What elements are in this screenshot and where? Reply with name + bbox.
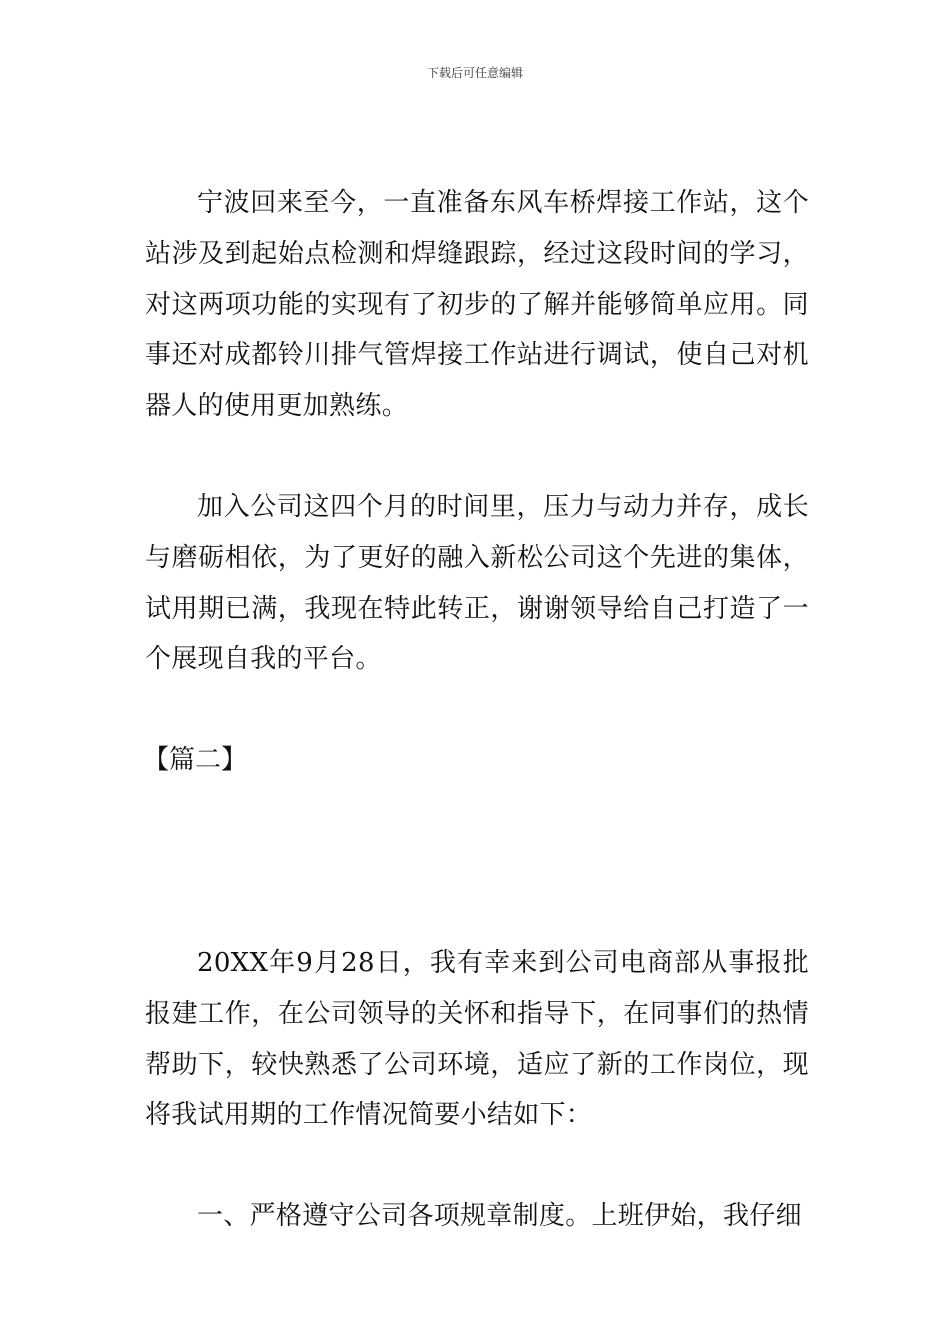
section-paragraph: 一、严格遵守公司各项规章制度。上班伊始，我仔细 [197, 1201, 802, 1232]
body-paragraph: 加入公司这四个月的时间里，压力与动力并存，成长与磨砺相依，为了更好的融入新松公司这个先进的集体，试用期已满，我现在特此转正，谢谢领导给自己打造了一个展现自我的平台。 [145, 491, 809, 675]
section-paragraph: 20XX年9月28日，我有幸来到公司电商部从事报批报建工作，在公司领导的关怀和指导下，在同事们的热情帮助下，较快熟悉了公司环境，适应了新的工作岗位，现将我试用期的工作情况简要小结如下： [145, 947, 809, 1131]
page-header-text: 下载后可任意编辑 [426, 66, 523, 80]
section-heading: 【篇二】 [143, 745, 248, 776]
document-body [145, 178, 809, 1242]
page-header [0, 64, 950, 82]
body-paragraph: 宁波回来至今，一直准备东风车桥焊接工作站，这个站涉及到起始点检测和焊缝跟踪，经过这段时间的学习，对这两项功能的实现有了初步的了解并能够简单应用。同事还对成都铃川排气管焊接工作站进行调试，使自己对机器人的使用更加熟练。 [145, 188, 809, 422]
